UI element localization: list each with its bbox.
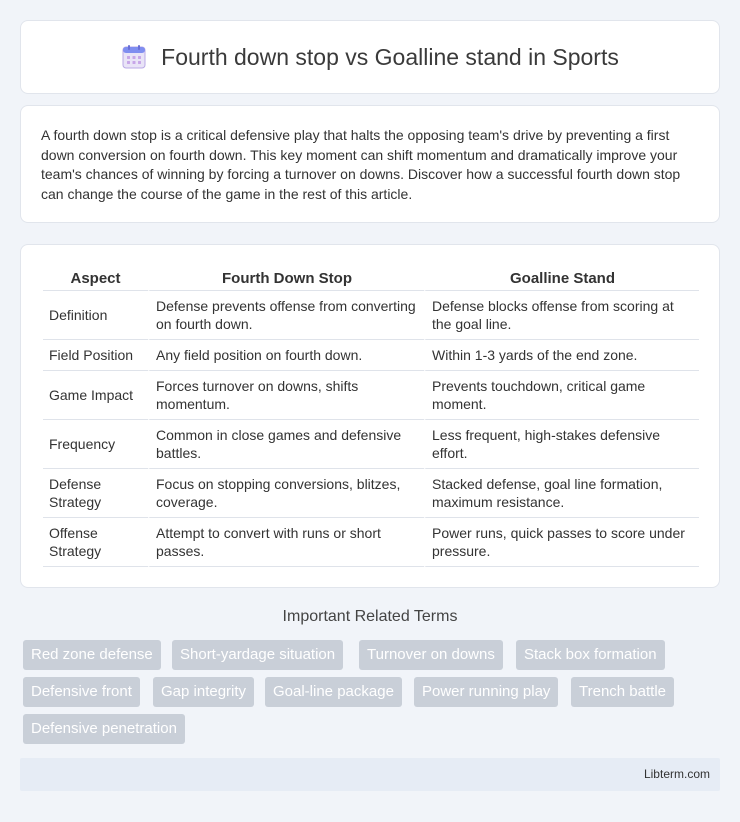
cell-fourth-down-stop: Defense prevents offense from converting on fourth down. <box>148 291 424 340</box>
related-terms-title: Important Related Terms <box>282 608 458 625</box>
cell-aspect: Game Impact <box>43 371 148 420</box>
header-card <box>20 20 720 94</box>
footer <box>20 758 720 791</box>
related-term-tag[interactable]: Stack box formation <box>516 640 665 670</box>
table-row <box>43 518 699 567</box>
cell-goalline-stand: Less frequent, high-stakes defensive effort. <box>424 420 699 469</box>
cell-aspect: Definition <box>43 291 148 340</box>
table-row <box>43 291 699 340</box>
related-term-tag[interactable]: Short-yardage situation <box>172 640 343 670</box>
cell-fourth-down-stop: Any field position on fourth down. <box>148 340 424 371</box>
page-title: Fourth down stop vs Goalline stand in Sports <box>161 43 619 70</box>
table-row <box>43 340 699 371</box>
related-term-tag[interactable]: Turnover on downs <box>359 640 503 670</box>
footer-site-link[interactable]: Libterm.com <box>643 767 710 781</box>
cell-goalline-stand: Power runs, quick passes to score under pressure. <box>424 518 699 567</box>
intro-paragraph: A fourth down stop is a critical defensive play that halts the opposing team's drive by preventing a first down conversion on fourth down. This key moment can shift momentum and dramatically improve your team's chances of winning by forcing a turnover on downs. Discover how a successful fourth down stop can change the course of the game in the rest of this article. <box>41 127 681 202</box>
cell-goalline-stand: Prevents touchdown, critical game moment. <box>424 371 699 420</box>
calendar-icon <box>121 44 147 70</box>
cell-aspect: Frequency <box>43 420 148 469</box>
cell-aspect: Defense Strategy <box>43 469 148 518</box>
cell-fourth-down-stop: Attempt to convert with runs or short passes. <box>148 518 424 567</box>
related-term-tag[interactable]: Goal-line package <box>265 677 402 707</box>
title-wrap <box>121 44 619 71</box>
related-term-tag[interactable]: Defensive front <box>23 677 140 707</box>
cell-aspect: Field Position <box>43 340 148 371</box>
related-term-tag[interactable]: Trench battle <box>571 677 674 707</box>
header-goalline-stand: Goalline Stand <box>424 267 699 291</box>
cell-aspect: Offense Strategy <box>43 518 148 567</box>
table-row <box>43 420 699 469</box>
related-term-tag[interactable]: Defensive penetration <box>23 714 185 744</box>
cell-fourth-down-stop: Forces turnover on downs, shifts momentum. <box>148 371 424 420</box>
related-term-tag[interactable]: Red zone defense <box>23 640 161 670</box>
related-term-tag[interactable]: Gap integrity <box>153 677 254 707</box>
header-aspect: Aspect <box>43 267 148 291</box>
header-fourth-down-stop: Fourth Down Stop <box>148 267 424 291</box>
table-row <box>43 469 699 518</box>
cell-fourth-down-stop: Focus on stopping conversions, blitzes, coverage. <box>148 469 424 518</box>
cell-goalline-stand: Stacked defense, goal line formation, maximum resistance. <box>424 469 699 518</box>
table-row <box>43 371 699 420</box>
comparison-card <box>20 244 720 588</box>
cell-goalline-stand: Defense blocks offense from scoring at the goal line. <box>424 291 699 340</box>
related-term-tag[interactable]: Power running play <box>414 677 558 707</box>
table-header-row <box>43 267 699 291</box>
comparison-table <box>43 267 699 567</box>
intro-card <box>20 105 720 223</box>
cell-fourth-down-stop: Common in close games and defensive battles. <box>148 420 424 469</box>
cell-goalline-stand: Within 1-3 yards of the end zone. <box>424 340 699 371</box>
